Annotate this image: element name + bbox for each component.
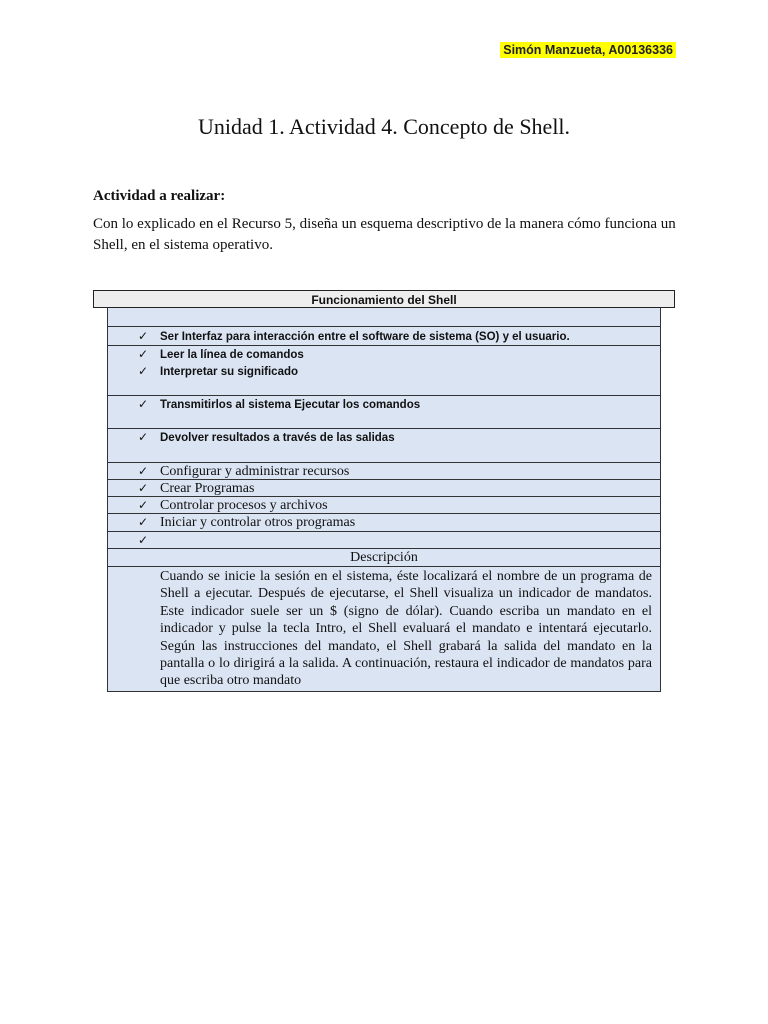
checkmark-icon: ✓ bbox=[137, 498, 149, 512]
table-row bbox=[108, 428, 660, 462]
table-row bbox=[108, 326, 660, 345]
list-item: ✓ Transmitirlos al sistema Ejecutar los comandos bbox=[137, 397, 421, 411]
list-item: ✓ Interpretar su significado bbox=[137, 364, 299, 378]
document-title: Unidad 1. Actividad 4. Concepto de Shell. bbox=[197, 114, 571, 139]
table-row-empty bbox=[108, 308, 660, 326]
checkmark-icon: ✓ bbox=[137, 347, 149, 361]
list-item: ✓ Iniciar y controlar otros programas bbox=[137, 514, 356, 530]
list-item: ✓ Leer la línea de comandos bbox=[137, 347, 304, 361]
shell-table bbox=[93, 290, 675, 692]
checkmark-icon: ✓ bbox=[137, 329, 149, 343]
checkmark-icon: ✓ bbox=[137, 515, 149, 529]
description-text: Cuando se inicie la sesión en el sistema, éste localizará el nombre de un programa de Shell a ejecutar. Después de ejecutarse, el Shell visualiza un indicador de mandatos. Este indicador suele ser un $ (signo de dólar). Cuando escriba un mandato en el indicador y pulse la tecla Intro, el Shell evaluará el mandato e intentará ejecutarlo. Según las instrucciones del mandato, el Shell grabará la salida del mandato en la pantalla o lo dirigirá a la salida. A continuación, restaura el indicador de mandatos para que escriba otro mandato bbox=[160, 569, 652, 689]
author-highlight: Simón Manzueta, A00136336 bbox=[500, 42, 676, 58]
table-row bbox=[108, 531, 660, 548]
list-item: ✓ Controlar procesos y archivos bbox=[137, 497, 328, 513]
list-item bbox=[108, 532, 660, 549]
table-row bbox=[108, 479, 660, 496]
description-heading-row bbox=[108, 548, 660, 566]
description-heading: Descripción bbox=[350, 550, 418, 565]
checkmark-icon: ✓ bbox=[137, 533, 149, 547]
checkmark-icon: ✓ bbox=[137, 481, 149, 495]
checkmark-icon: ✓ bbox=[137, 397, 149, 411]
description-row bbox=[108, 566, 660, 691]
activity-heading: Actividad a realizar: bbox=[93, 188, 226, 204]
table-row bbox=[108, 513, 660, 531]
table-row bbox=[108, 395, 660, 428]
list-item: ✓ Crear Programas bbox=[137, 480, 255, 496]
activity-text: Con lo explicado en el Recurso 5, diseña un esquema descriptivo de la manera cómo funciona un Shell, en el sistema operativo. bbox=[93, 216, 676, 253]
checkmark-icon: ✓ bbox=[137, 430, 149, 444]
checkmark-icon: ✓ bbox=[137, 464, 149, 478]
checkmark-icon: ✓ bbox=[137, 364, 149, 378]
table-header: Funcionamiento del Shell bbox=[93, 290, 675, 308]
list-item: ✓ Ser Interfaz para interacción entre el software de sistema (SO) y el usuario. bbox=[137, 329, 570, 343]
table-body bbox=[107, 308, 661, 692]
list-item: ✓ Devolver resultados a través de las salidas bbox=[137, 430, 395, 444]
list-item: ✓ Configurar y administrar recursos bbox=[137, 463, 350, 479]
table-row bbox=[108, 462, 660, 479]
table-row bbox=[108, 496, 660, 513]
table-row bbox=[108, 345, 660, 395]
